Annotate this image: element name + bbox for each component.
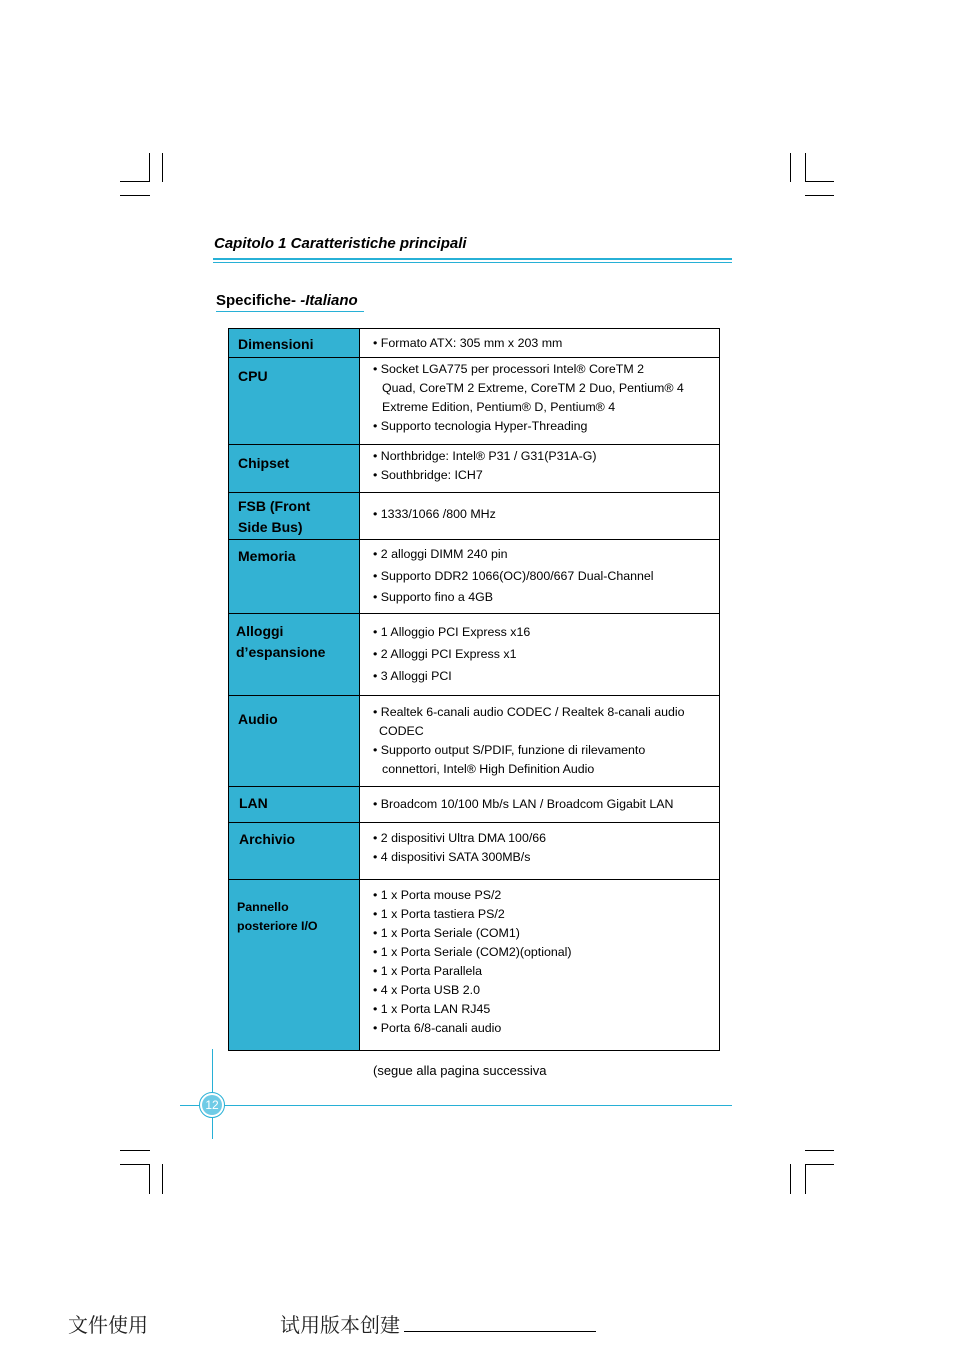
spec-value: • Supporto tecnologia Hyper-Threading [373,419,588,433]
spec-value: • 1333/1066 /800 MHz [373,507,496,521]
crop-mark [120,1150,150,1151]
spec-value: • 1 x Porta Seriale (COM1) [373,926,520,940]
crop-mark [162,1164,163,1194]
table-row [229,445,720,493]
spec-label-cell [229,696,360,787]
spec-label-cell [229,823,360,880]
crop-mark [805,1150,834,1151]
crop-mark [805,1164,834,1165]
watermark-left: 文件使用 [68,1313,148,1337]
page-number: 12 [202,1095,222,1115]
spec-label: Dimensioni [238,336,314,352]
chapter-title: Capitolo 1 Caratteristiche principali [214,235,467,252]
spec-value: • 3 Alloggi PCI [373,669,452,683]
table-row [229,823,720,880]
crop-mark [805,1164,806,1194]
spec-label-line: Alloggi [236,623,284,639]
spec-label-cell [229,358,360,445]
crop-mark [790,153,791,182]
spec-value-cell [360,540,720,614]
spec-label: Archivio [239,831,296,847]
crop-mark [120,181,150,182]
spec-value: Extreme Edition, Pentium® D, Pentium® 4 [382,400,616,414]
table-row [229,787,720,823]
spec-label-cell [229,540,360,614]
crop-mark [120,1164,150,1165]
header-rule [213,258,732,260]
spec-value: • Southbridge: ICH7 [373,468,483,482]
spec-value: Quad, CoreTM 2 Extreme, CoreTM 2 Duo, Pentium® 4 [382,381,684,395]
table-row [229,614,720,696]
spec-label-cell [229,787,360,823]
crop-mark [149,153,150,182]
spec-label: Audio [238,711,278,727]
crop-mark [149,1164,150,1194]
crop-mark [162,153,163,182]
spec-value-cell [360,358,720,445]
spec-value: • Porta 6/8-canali audio [373,1021,502,1035]
section-title-main: Specifiche- [216,292,301,309]
spec-value: • 1 x Porta tastiera PS/2 [373,907,505,921]
table-row [229,329,720,358]
spec-label-line: posteriore I/O [237,919,318,933]
spec-label-line: FSB (Front [238,498,311,514]
spec-value: • 1 x Porta Parallela [373,964,483,978]
spec-value: connettori, Intel® High Definition Audio [382,762,595,776]
spec-value: • 2 Alloggi PCI Express x1 [373,647,517,661]
crop-mark [805,195,834,196]
spec-value: • 1 x Porta LAN RJ45 [373,1002,491,1016]
spec-label: Memoria [238,548,296,564]
table-row [229,696,720,787]
spec-label-line: Pannello [237,900,289,914]
spec-value-cell [360,445,720,493]
spec-value: • 4 x Porta USB 2.0 [373,983,480,997]
spec-value-cell [360,329,720,358]
spec-value-cell [360,823,720,880]
spec-value: • 1 x Porta Seriale (COM2)(optional) [373,945,572,959]
table-row [229,880,720,1051]
spec-value-cell [360,493,720,540]
spec-label: LAN [239,795,268,811]
table-row [229,358,720,445]
section-title [216,292,358,309]
spec-label-cell [229,614,360,696]
spec-label-line: Side Bus) [238,519,303,535]
crop-mark [120,195,150,196]
spec-value: • Supporto output S/PDIF, funzione di rilevamento [373,743,646,757]
header-rule-thin [213,262,732,263]
spec-value: • Supporto fino a 4GB [373,590,494,604]
spec-label-line: d’espansione [236,644,326,660]
watermark-underline [404,1331,596,1332]
crop-mark [790,1164,791,1194]
spec-label: CPU [238,368,268,384]
spec-label-cell [229,445,360,493]
spec-label-cell [229,493,360,540]
section-title-underline [216,311,364,312]
spec-value: • 4 dispositivi SATA 300MB/s [373,850,531,864]
spec-value-cell [360,696,720,787]
spec-value-cell [360,614,720,696]
spec-value: • Realtek 6-canali audio CODEC / Realtek 8-canali audio [373,705,685,719]
spec-value: • Formato ATX: 305 mm x 203 mm [373,336,563,350]
crop-mark [805,181,834,182]
spec-value: • 1 x Porta mouse PS/2 [373,888,502,902]
spec-value: • Supporto DDR2 1066(OC)/800/667 Dual-Channel [373,568,654,583]
spec-table [228,328,720,1051]
spec-value: • 1 Alloggio PCI Express x16 [373,625,531,639]
page-ornament-horizontal [180,1105,732,1106]
spec-label-cell [229,329,360,358]
continued-note: (segue alla pagina successiva [373,1063,547,1078]
section-title-italic: -Italiano [300,292,358,309]
spec-value: • 2 dispositivi Ultra DMA 100/66 [373,831,547,845]
spec-value-cell [360,880,720,1051]
spec-value: • Broadcom 10/100 Mb/s LAN / Broadcom Gigabit LAN [373,797,674,811]
spec-label-cell [229,880,360,1051]
spec-value-cell [360,787,720,823]
spec-value: CODEC [379,724,424,738]
spec-value: • 2 alloggi DIMM 240 pin [373,547,508,561]
spec-label: Chipset [238,455,290,471]
crop-mark [805,153,806,182]
watermark-right: 试用版本创建 [280,1313,400,1337]
table-row [229,540,720,614]
spec-value: • Northbridge: Intel® P31 / G31(P31A-G) [373,449,597,463]
table-row [229,493,720,540]
spec-value: • Socket LGA775 per processori Intel® CoreTM 2 [373,362,645,376]
